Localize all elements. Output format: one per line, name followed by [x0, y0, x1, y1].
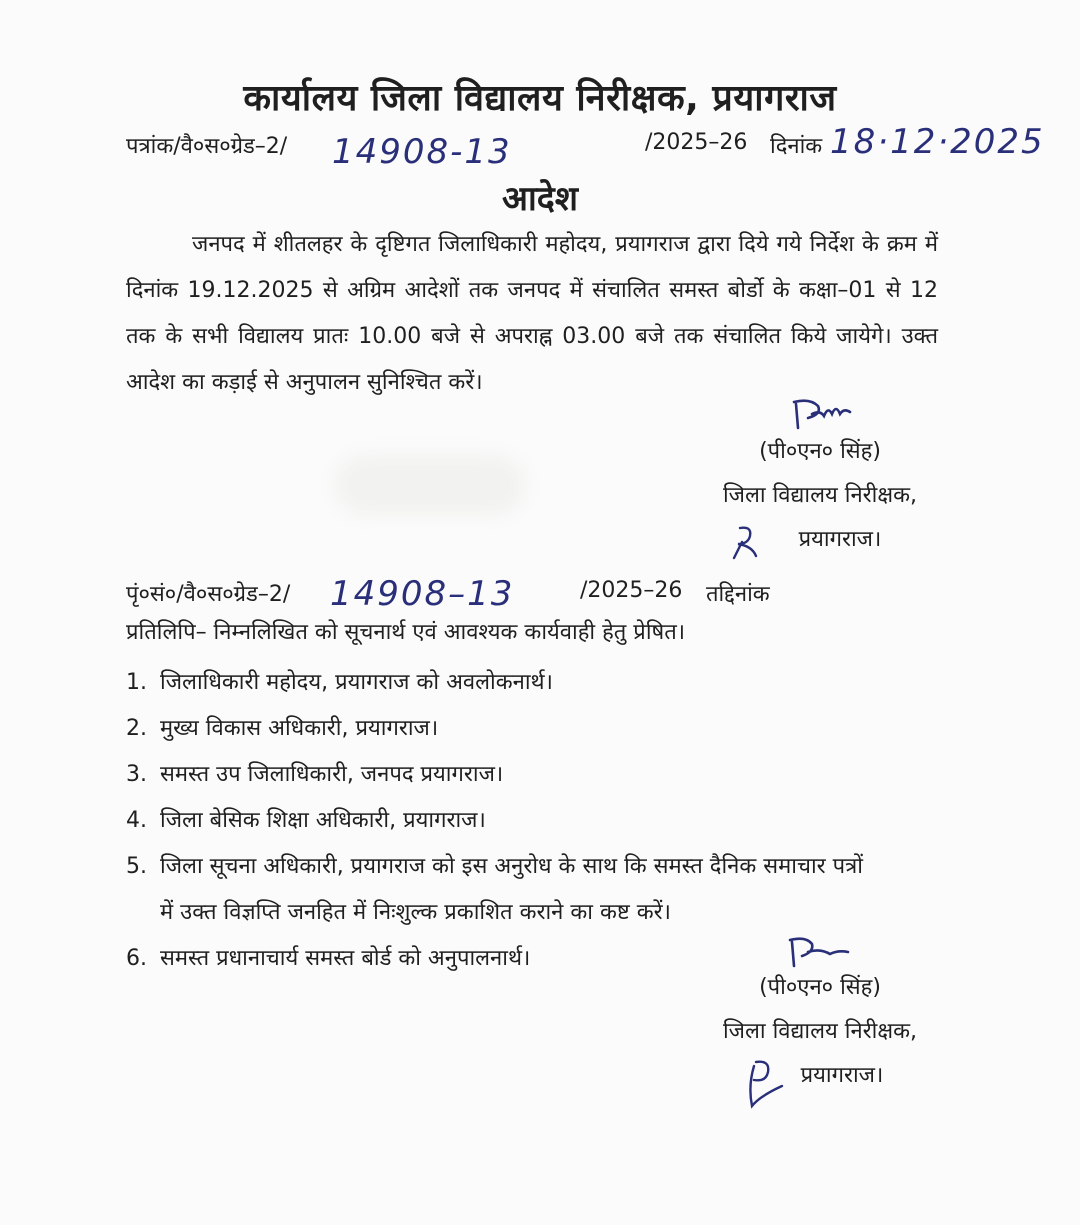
signatory-designation: जिला विद्यालय निरीक्षक, — [722, 483, 918, 508]
copy-reference-date-label: तद्दिनांक — [706, 582, 770, 607]
reference-year: /2025–26 — [645, 130, 748, 155]
list-item-number: 4. — [126, 808, 147, 833]
reference-number-handwritten: 14908-13 — [332, 132, 512, 172]
reference-date-handwritten: 18·12·2025 — [830, 122, 1045, 162]
order-body: जनपद में शीतलहर के दृष्टिगत जिलाधिकारी महोदय, प्रयागराज द्वारा दिये गये निर्देश के क्रम में दिनांक 19.12.2025 से अग्रिम आदेशों तक जनपद में संचालित समस्त बोर्डो के कक्षा–01 से 12 तक के सभी विद्यालय प्रातः 10.00 बजे से अपराह्न 03.00 बजे तक संचालित किये जायेगे। उक्त आदेश का कड़ाई से अनुपालन सुनिश्चित करें। — [126, 232, 938, 395]
list-item-number: 5. — [126, 854, 147, 879]
copy-intro: प्रतिलिपि– निम्नलिखित को सूचनार्थ एवं आवश्यक कार्यवाही हेतु प्रेषित। — [126, 620, 686, 645]
list-item-number: 1. — [126, 670, 147, 695]
list-item-text: मुख्य विकास अधिकारी, प्रयागराज। — [160, 716, 439, 741]
initials-mark — [730, 522, 764, 562]
signature-block-2 — [700, 966, 940, 1098]
list-item-text: समस्त प्रधानाचार्य समस्त बोर्ड को अनुपालनार्थ। — [160, 946, 531, 971]
list-item — [126, 706, 946, 752]
list-item — [126, 660, 946, 706]
copy-reference-number-handwritten: 14908–13 — [330, 574, 515, 614]
list-item-text: जिला सूचना अधिकारी, प्रयागराज को इस अनुरोध के साथ कि समस्त दैनिक समाचार पत्रों — [160, 854, 863, 879]
signatory-place: प्रयागराज। — [800, 1063, 884, 1088]
list-item-text: जिला बेसिक शिक्षा अधिकारी, प्रयागराज। — [160, 808, 486, 833]
list-item-number: 2. — [126, 716, 147, 741]
copy-reference-year: /2025–26 — [580, 578, 683, 603]
order-heading: आदेश — [502, 179, 578, 219]
list-item-text: समस्त उप जिलाधिकारी, जनपद प्रयागराज। — [160, 762, 504, 787]
office-title: कार्यालय जिला विद्यालय निरीक्षक, प्रयागराज — [243, 78, 837, 119]
list-item-number: 6. — [126, 946, 147, 971]
reference-label: पत्रांक/वै०स०ग्रेड–2/ — [126, 134, 288, 159]
signatory-name: (पी०एन० सिंह) — [759, 439, 881, 464]
list-item — [126, 844, 946, 936]
signatory-place: प्रयागराज। — [798, 527, 882, 552]
signatory-place-row — [700, 1054, 940, 1098]
initials-mark — [742, 1056, 792, 1114]
signature-block-1 — [700, 430, 940, 562]
signatory-place-row — [700, 518, 940, 562]
list-item-continuation: में उक्त विज्ञप्ति जनहित में निःशुल्क प्रकाशित कराने का कष्ट करें। — [160, 900, 671, 925]
copy-reference-label: पृं०सं०/वै०स०ग्रेड–2/ — [126, 582, 291, 607]
list-item — [126, 752, 946, 798]
reference-date-label: दिनांक — [770, 134, 823, 159]
list-item — [126, 798, 946, 844]
signatory-designation: जिला विद्यालय निरीक्षक, — [722, 1019, 918, 1044]
signatory-name: (पी०एन० सिंह) — [759, 975, 881, 1000]
list-item-number: 3. — [126, 762, 147, 787]
paper-smudge — [335, 455, 525, 515]
list-item-text: जिलाधिकारी महोदय, प्रयागराज को अवलोकनार्थ। — [160, 670, 553, 695]
